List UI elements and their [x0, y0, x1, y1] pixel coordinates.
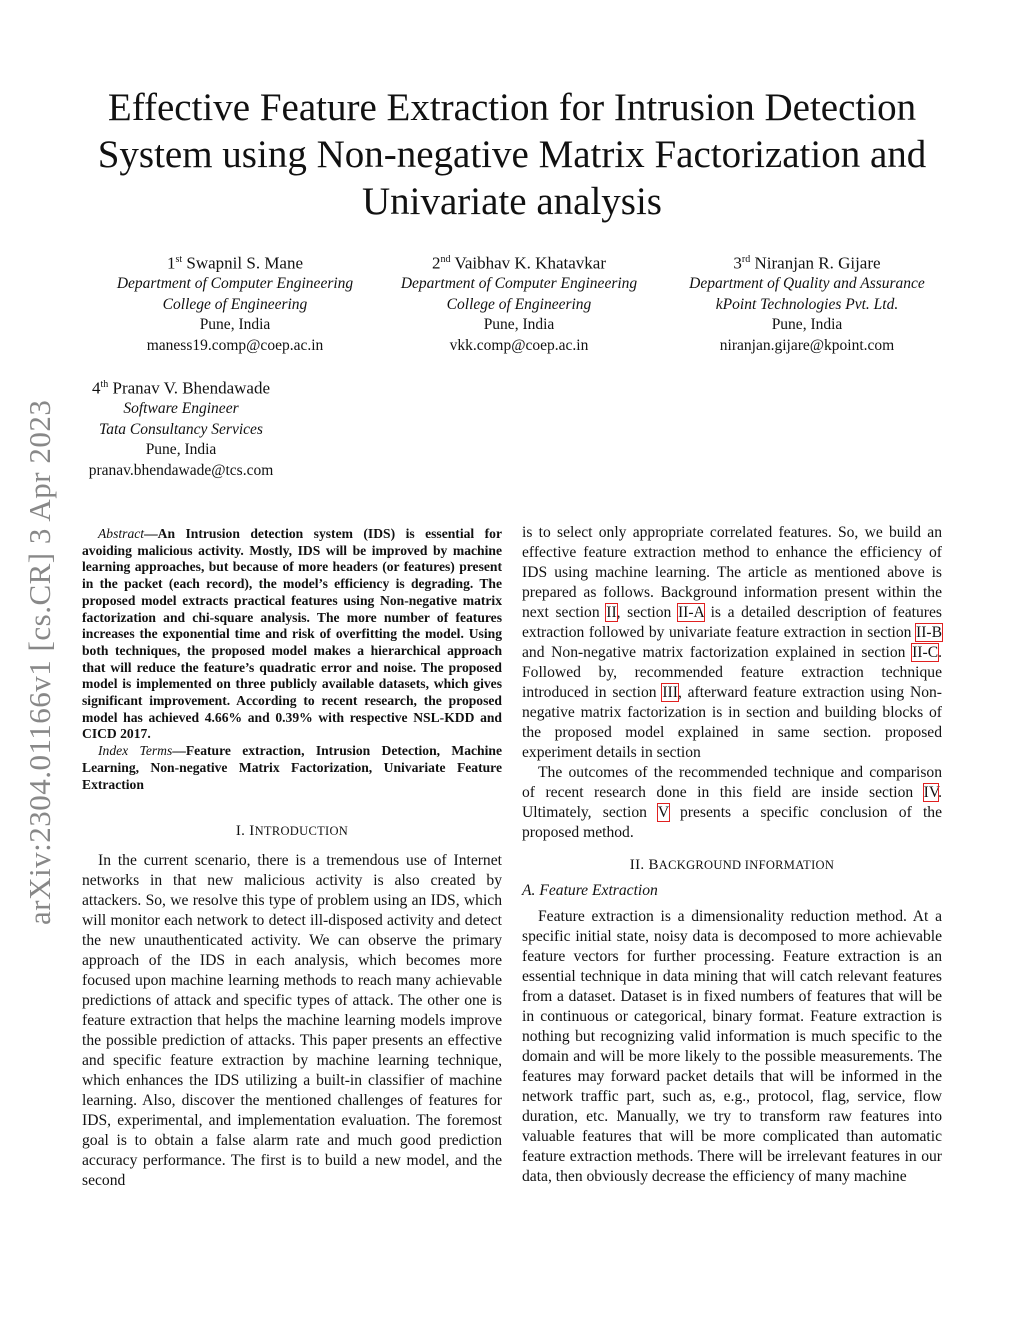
- left-column: [82, 526, 502, 1191]
- author-ordinal-suffix: rd: [741, 254, 751, 265]
- index-terms-text: —Feature extraction, Intrusion Detection, Machine Learning, Non-negative Matrix Factorization, Univariate Feature Extraction: [82, 743, 502, 792]
- abstract-text: —An Intrusion detection system (IDS) is essential for avoiding malicious activity. Mostly, IDS will be improved by machine learning approaches, but because of more headers (or features) present in the packet (each record), the model’s efficiency is degrading. The proposed model extracts practical features using Non-negative matrix factorization and chi-square analysis. The more number of features increases the exponential time and risk of overfitting the model. Using both techniques, the proposed model makes a hierarchical approach that will reduce the feature’s quadratic error and noise. The proposed model is implemented on three publicly available datasets, which gives significant improvement. According to recent research, the proposed model has achieved 4.66% and 0.39% with respective NSL-KDD and CICD 2017.: [82, 526, 502, 742]
- author-4: [36, 375, 326, 481]
- section-link[interactable]: II-A: [677, 604, 704, 621]
- author-email: pranav.bhendawade@tcs.com: [88, 461, 274, 479]
- author-ordinal: 3: [733, 253, 742, 273]
- abstract-label: Abstract: [98, 526, 145, 541]
- author-email: maness19.comp@coep.ac.in: [146, 336, 324, 354]
- background-paragraph: Feature extraction is a dimensionality reduction method. At a specific initial state, noisy data is decomposed to more achievable feature vectors for further processing. Feature extraction is an essential technique in data mining that will catch relevant features from a dataset. Dataset is in fixed numbers of features that will be in continuous or categorical, binary format. Feature extraction is nothing but recognizing valid information is much specific to the domain and will be more likely to the possible measurements. The features may forward packet details that will be informed in the network traffic part, such as, e.g., protocol, flag, service, flow duration, etc. Manually, we try to transform raw features into valuable features that will be more complicated than automatic feature extraction methods. There will be irrelevant features in our data, then obviously decrease the efficiency of many machine: [522, 908, 942, 1185]
- index-terms-label: Index Terms: [98, 743, 173, 759]
- section-link[interactable]: IV: [923, 784, 939, 801]
- author-location: Pune, India: [199, 316, 271, 334]
- author-email: vkk.comp@coep.ac.in: [449, 336, 589, 354]
- author-ordinal-suffix: th: [100, 379, 109, 390]
- author-org: College of Engineering: [162, 295, 308, 313]
- section-heading-background: II. BACKGROUND INFORMATION: [629, 857, 835, 873]
- author-dept: Department of Computer Engineering: [116, 275, 354, 293]
- abstract: [82, 526, 502, 743]
- author-1: [90, 250, 380, 356]
- section-link[interactable]: II-C: [912, 644, 939, 661]
- section-link[interactable]: III: [662, 684, 678, 701]
- author-name: Pranav V. Bhendawade: [112, 378, 271, 398]
- paper-title: Effective Feature Extraction for Intrusion Detection System using Non-negative Matrix Factorization and Univariate analysis: [97, 86, 927, 223]
- author-dept: Department of Computer Engineering: [400, 275, 638, 293]
- author-location: Pune, India: [145, 441, 217, 459]
- index-terms: [82, 743, 502, 793]
- author-dept: Software Engineer: [123, 400, 239, 418]
- arxiv-stamp: arXiv:2304.01166v1 [cs.CR] 3 Apr 2023: [22, 399, 57, 925]
- author-name: Vaibhav K. Khatavkar: [454, 253, 606, 273]
- author-ordinal-suffix: nd: [440, 254, 451, 265]
- intro-paragraph: In the current scenario, there is a tremendous use of Internet networks in that new malicious activity is also created by attackers. So, we resolve this type of problem using an IDS, which will monitor each network to detect ill-disposed activity and detect the new unauthenticated activity. We can observe the primary approach of the IDS in each analysis, which becomes more focused upon machine learning methods to reach many achievable predictions of attack and specific types of attack. The other one is feature extraction that helps the machine learning models improve the possible prediction of attacks. This paper presents an effective and specific feature extraction by machine learning technique, which enhances the IDS utilizing a built-in classifier of machine learning. Also, discover the mentioned challenges of features for IDS, experimental, and implementation evaluation. The foremost goal is to obtain a false alarm rate and much good prediction accuracy performance. The first is to build a new model, and the second: [82, 852, 502, 1190]
- section-link[interactable]: V: [657, 804, 669, 821]
- author-name: Niranjan R. Gijare: [754, 253, 881, 273]
- author-ordinal: 4: [91, 378, 101, 398]
- author-location: Pune, India: [483, 316, 555, 334]
- author-location: Pune, India: [771, 316, 843, 334]
- section-link[interactable]: II-B: [916, 624, 942, 641]
- author-org: College of Engineering: [446, 295, 592, 313]
- right-column: [522, 523, 942, 1187]
- author-3: [662, 250, 952, 356]
- author-ordinal: 2: [432, 253, 441, 273]
- intro-paragraph-outline: The outcomes of the recommended technique and comparison of recent research done in this field are inside section IV. Ultimately, section V presents a specific conclusion of the proposed method.: [522, 764, 942, 841]
- author-org: Tata Consultancy Services: [99, 420, 263, 438]
- author-email: niranjan.gijare@kpoint.com: [719, 336, 895, 354]
- author-dept: Department of Quality and Assurance: [689, 275, 925, 293]
- section-heading-introduction: I. INTRODUCTION: [235, 823, 349, 840]
- intro-paragraph-continued: is to select only appropriate correlated features. So, we build an effective feature extraction method to enhance the efficiency of IDS using machine learning. The article as mentioned above is prepared as follows. Background information present within the next section II, section II-A is a detailed description of features extraction followed by univariate feature extraction in section II-B and Non-negative matrix factorization explained in section II-C. Followed by, recommended feature extraction technique introduced in section III, afterward feature extraction using Non-negative matrix factorization is in section and building blocks of the proposed model explained in same section. proposed experiment details in section: [522, 524, 942, 761]
- author-ordinal-suffix: st: [175, 254, 183, 265]
- author-org: kPoint Technologies Pvt. Ltd.: [715, 295, 899, 313]
- author-2: [374, 250, 664, 356]
- author-ordinal: 1: [166, 253, 176, 273]
- section-link[interactable]: II: [606, 604, 617, 621]
- author-name: Swapnil S. Mane: [186, 253, 304, 273]
- subsection-heading-feature-extraction: A. Feature Extraction: [522, 882, 658, 899]
